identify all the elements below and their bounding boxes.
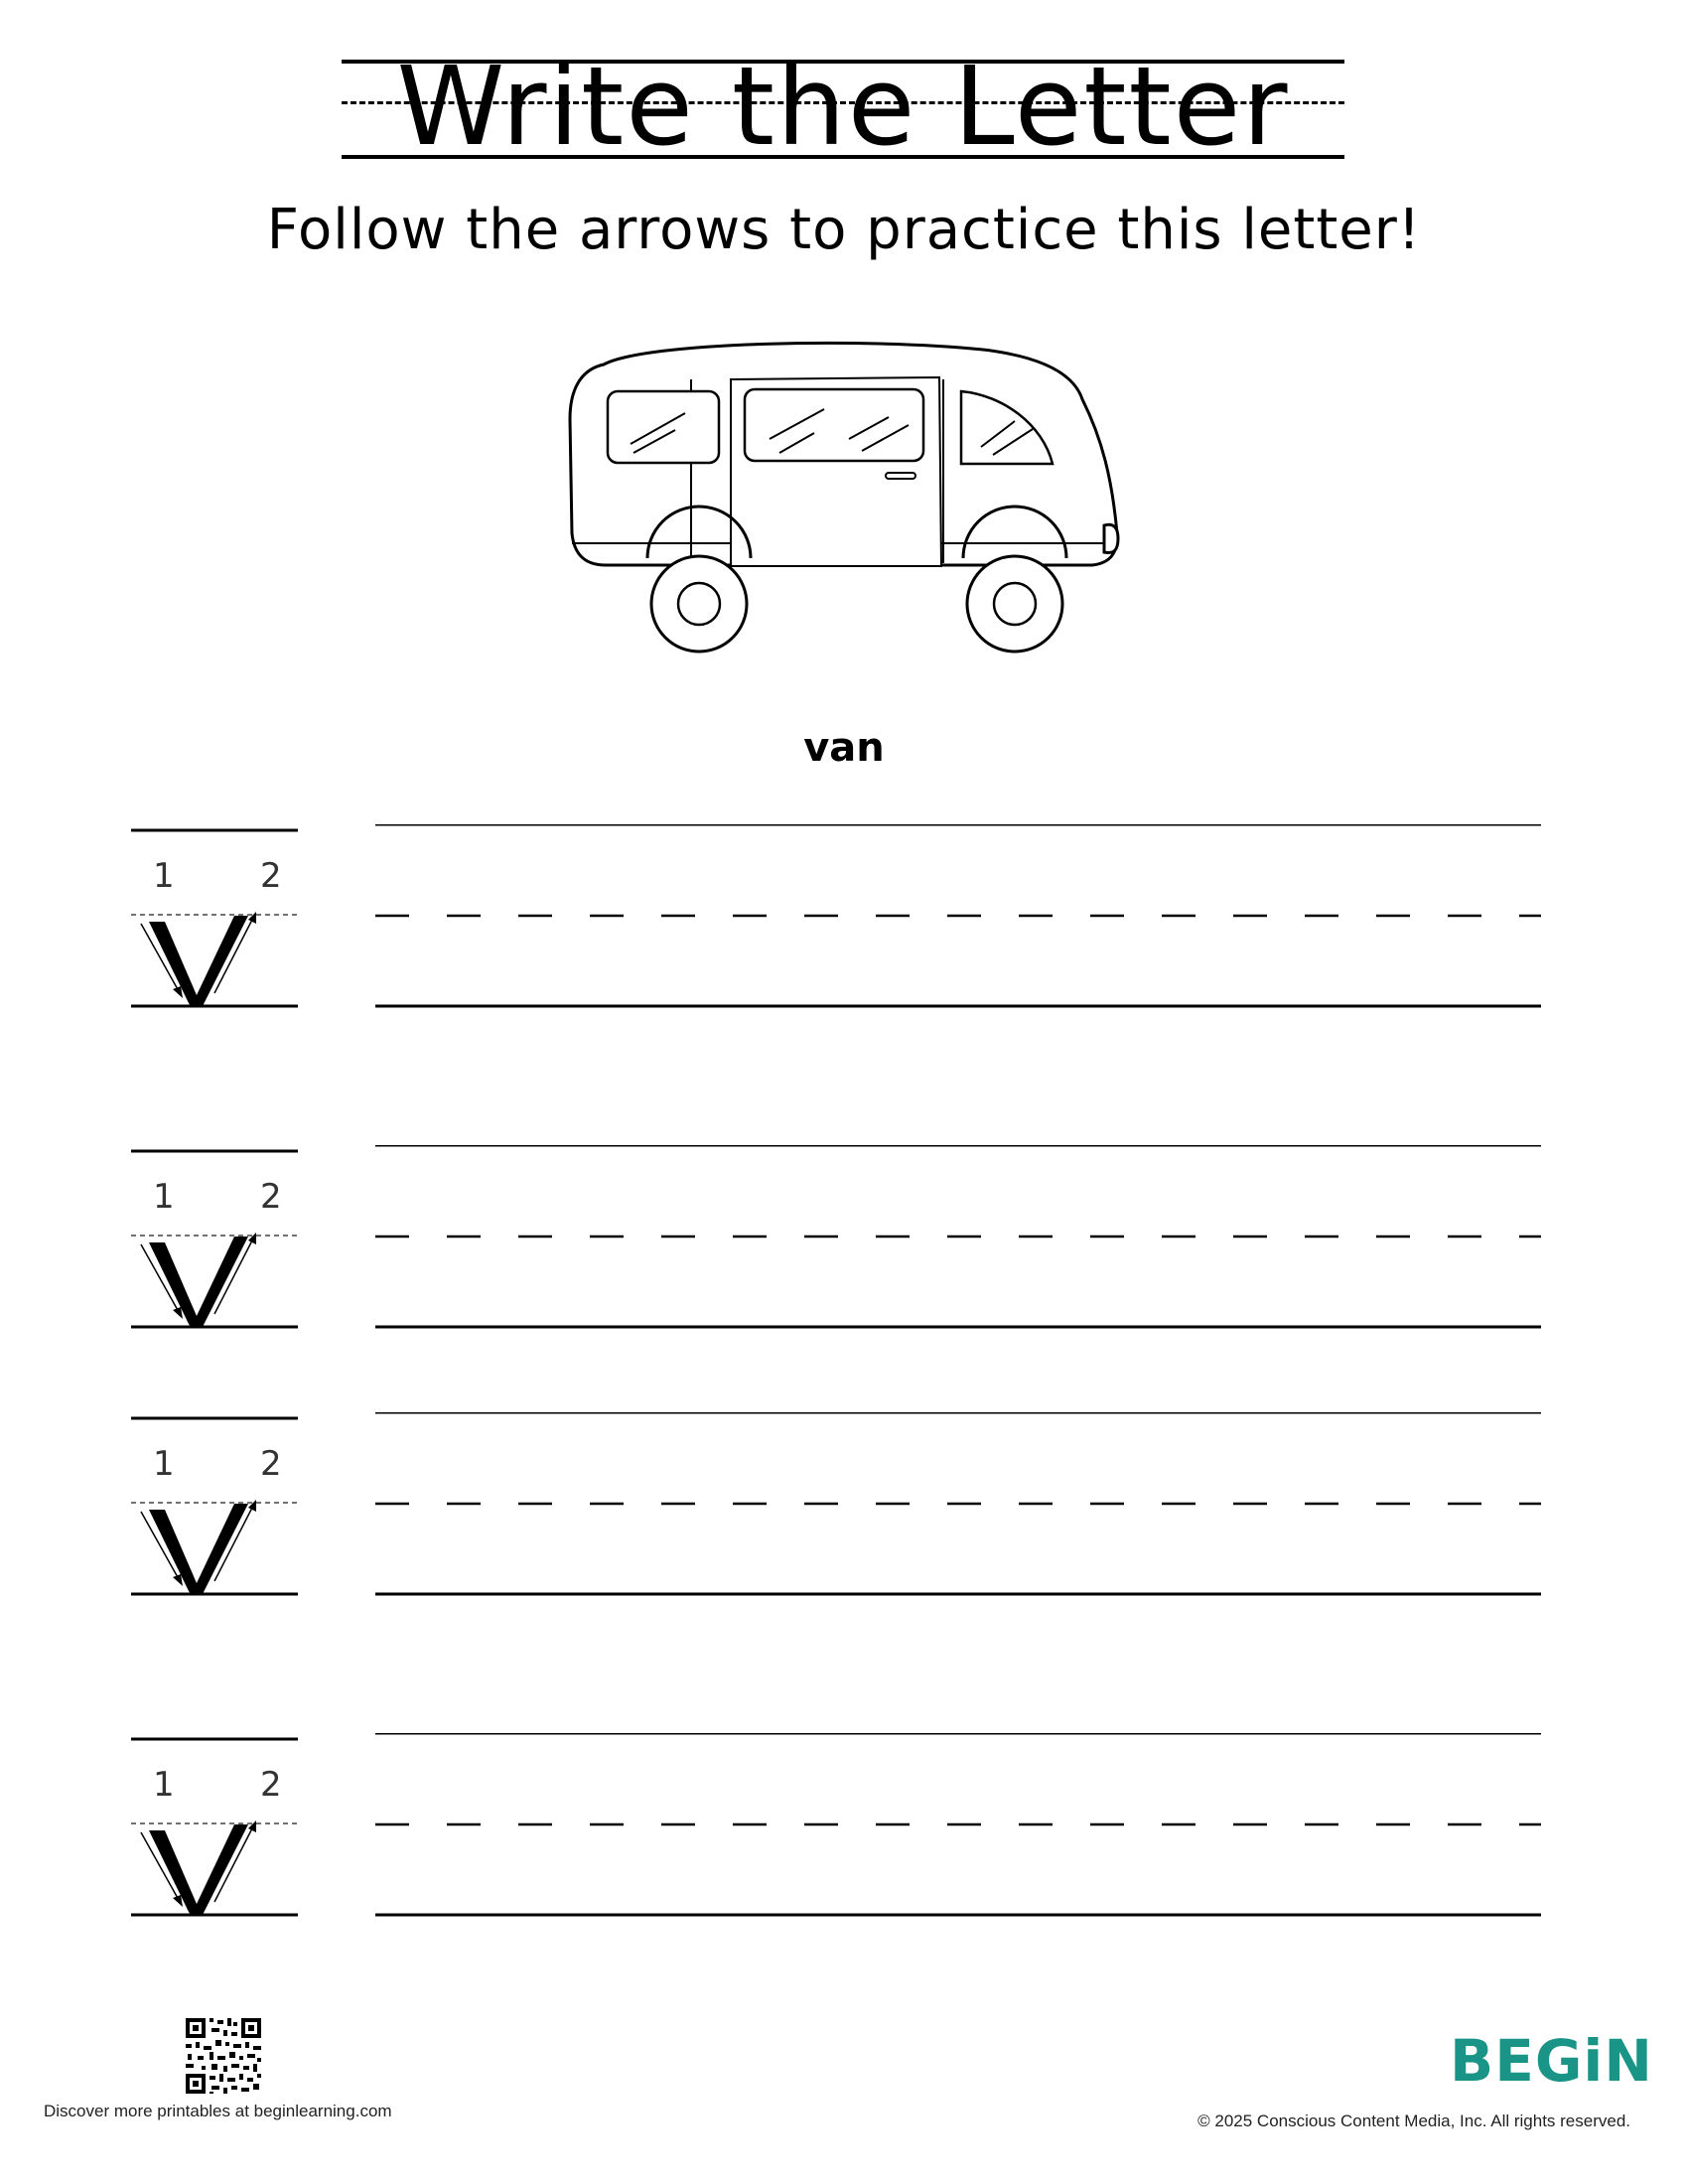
letter-glyph xyxy=(149,1824,248,1915)
worksheet-title-block xyxy=(342,43,1344,170)
copyright-text: © 2025 Conscious Content Media, Inc. All rights reserved. xyxy=(1197,2111,1630,2130)
practice-row xyxy=(0,1733,1688,1932)
begin-logo: BEGiN xyxy=(1450,2027,1653,2095)
stroke-number-1: 1 xyxy=(153,1765,175,1805)
practice-row xyxy=(0,1412,1688,1611)
writing-lines xyxy=(375,1145,1541,1344)
van-icon xyxy=(566,330,1122,667)
letter-glyph xyxy=(149,1237,248,1327)
illustration-word: van xyxy=(803,725,885,771)
stroke-number-2: 2 xyxy=(260,1765,282,1805)
instructions: Follow the arrows to practice this letter! xyxy=(266,198,1422,262)
letter-sample xyxy=(127,1733,302,1932)
writing-lines xyxy=(375,824,1541,1023)
stroke-number-1: 1 xyxy=(153,856,175,896)
writing-lines xyxy=(375,1412,1541,1611)
practice-row xyxy=(0,824,1688,1023)
page-title: Write the Letter xyxy=(396,43,1290,170)
letter-glyph xyxy=(149,1504,248,1594)
stroke-number-1: 1 xyxy=(153,1444,175,1484)
letter-sample xyxy=(127,1412,302,1611)
writing-lines xyxy=(375,1733,1541,1932)
stroke-number-2: 2 xyxy=(260,1177,282,1217)
discover-link[interactable]: Discover more printables at beginlearning.com xyxy=(44,2102,392,2120)
letter-glyph xyxy=(149,916,248,1006)
practice-row xyxy=(0,1145,1688,1344)
letter-sample xyxy=(127,1145,302,1344)
stroke-number-2: 2 xyxy=(260,1444,282,1484)
qr-code-icon[interactable] xyxy=(184,2016,263,2096)
stroke-number-1: 1 xyxy=(153,1177,175,1217)
letter-sample xyxy=(127,824,302,1023)
stroke-number-2: 2 xyxy=(260,856,282,896)
